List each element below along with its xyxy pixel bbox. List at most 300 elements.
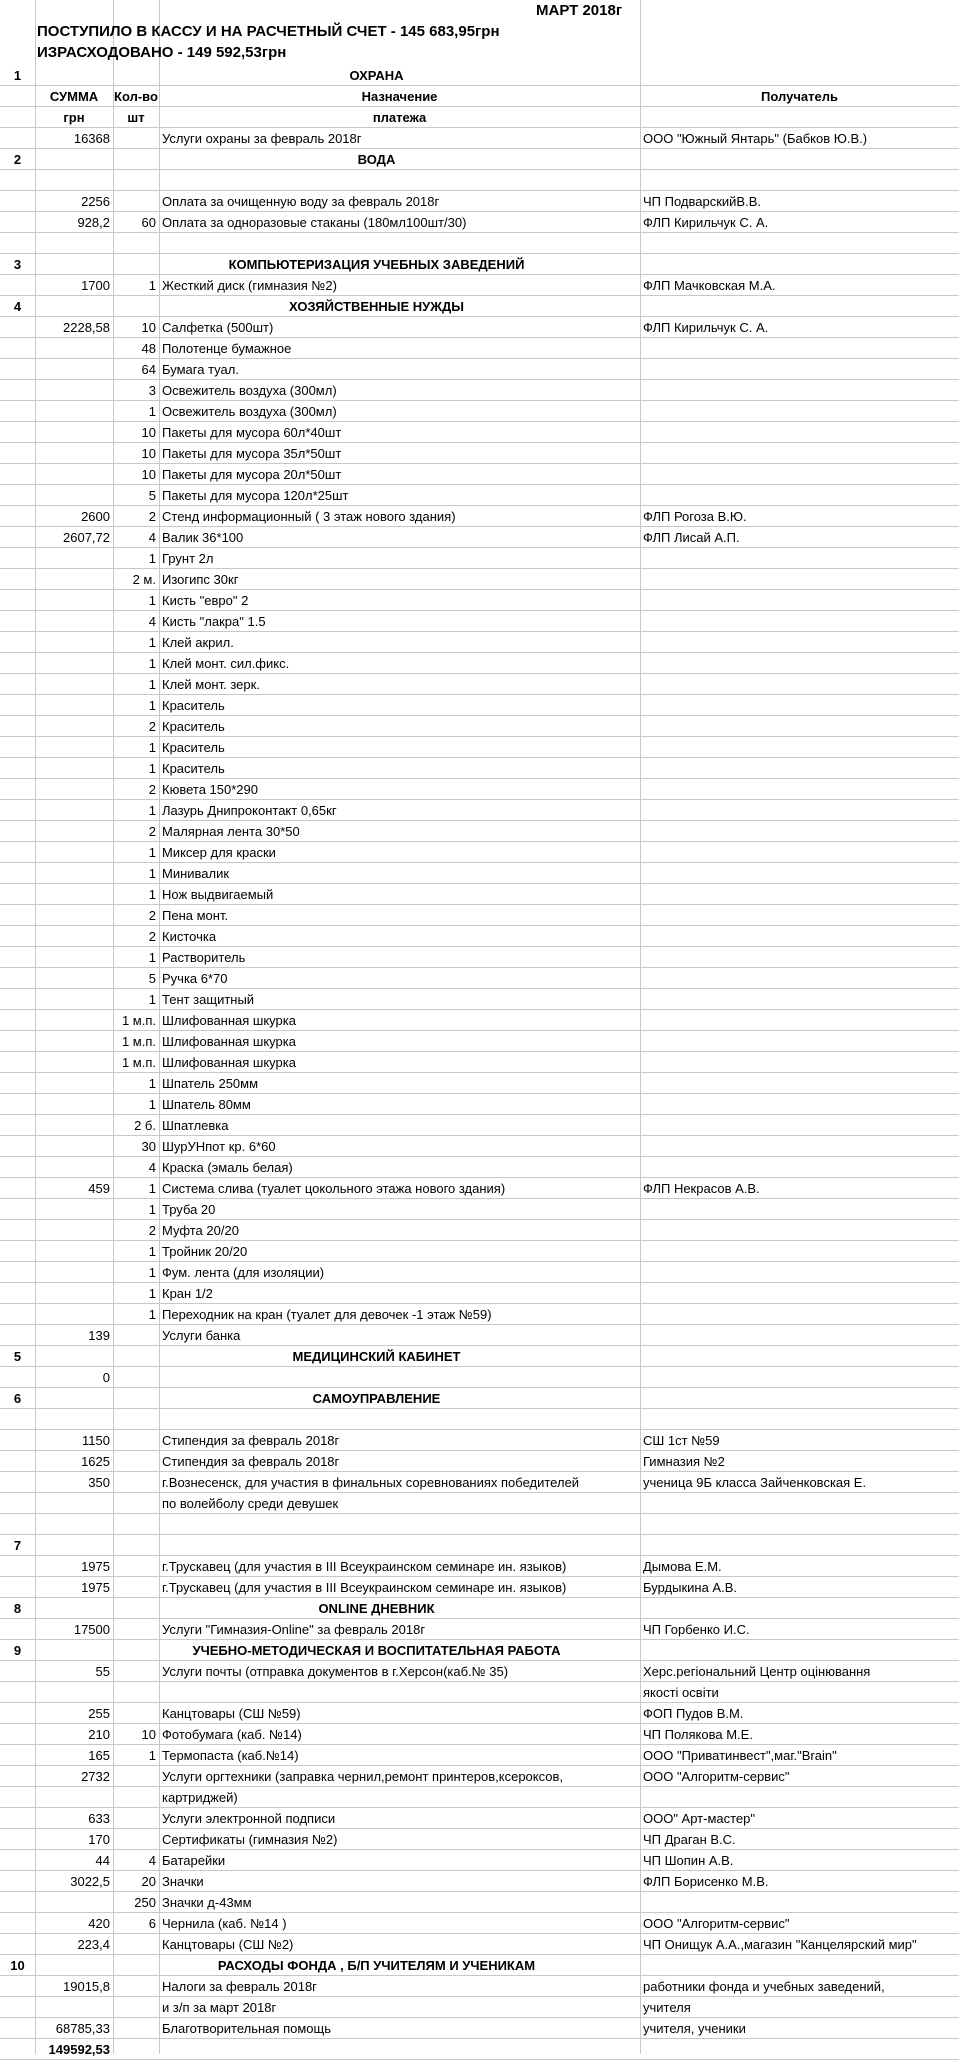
table-row	[0, 485, 959, 506]
table-row	[0, 65, 959, 86]
table-row	[0, 1934, 959, 1955]
sum-cell	[35, 1304, 113, 1325]
sum-cell	[35, 401, 113, 422]
recipient-cell	[640, 1220, 959, 1241]
sum-cell	[35, 884, 113, 905]
qty-cell: 1	[148, 887, 156, 902]
purpose-cell: Пена монт.	[162, 908, 229, 923]
purpose-cell: Краситель	[162, 740, 225, 755]
purpose-cell: Пакеты для мусора 35л*50шт	[162, 446, 342, 461]
table-row	[0, 884, 959, 905]
purpose-cell: Переходник на кран (туалет для девочек -1 этаж №59)	[162, 1307, 492, 1322]
table-row	[0, 1913, 959, 1934]
purpose-cell: Благотворительная помощь	[162, 2021, 331, 2036]
qty-cell: 64	[141, 362, 156, 377]
purpose-cell: Салфетка (500шт)	[162, 320, 274, 335]
recipient-cell: ЧП Драган В.С.	[643, 1832, 736, 1847]
purpose-cell: Шлифованная шкурка	[162, 1034, 296, 1049]
recipient-cell	[640, 821, 959, 842]
recipient-cell	[640, 674, 959, 695]
table-row	[0, 212, 959, 233]
section-title: ОХРАНА	[349, 68, 404, 83]
purpose-cell: Фотобумага (каб. №14)	[162, 1727, 302, 1742]
section-title: САМОУПРАВЛЕНИЕ	[312, 1391, 441, 1406]
header-qty-unit: шт	[127, 110, 145, 125]
sum-cell	[35, 380, 113, 401]
sum-cell	[35, 1052, 113, 1073]
recipient-cell	[640, 443, 959, 464]
purpose-cell: Миксер для краски	[162, 845, 276, 860]
table-row	[0, 842, 959, 863]
table-row	[0, 611, 959, 632]
section-number: 8	[13, 1601, 22, 1616]
qty-cell	[113, 1556, 159, 1577]
sum-cell: 0	[102, 1370, 110, 1385]
recipient-cell	[640, 926, 959, 947]
recipient-cell	[640, 401, 959, 422]
qty-cell: 2 м.	[132, 572, 156, 587]
qty-cell: 1	[148, 1307, 156, 1322]
purpose-cell: Термопаста (каб.№14)	[162, 1748, 299, 1763]
recipient-cell	[640, 800, 959, 821]
recipient-cell	[640, 1304, 959, 1325]
qty-cell: 1	[148, 1076, 156, 1091]
table-row	[0, 737, 959, 758]
table-row	[0, 254, 959, 275]
table-row	[0, 1346, 959, 1367]
recipient-cell	[640, 1787, 959, 1808]
recipient-cell	[640, 695, 959, 716]
recipient-cell	[640, 1367, 959, 1388]
section-number: 5	[13, 1349, 22, 1364]
recipient-cell: ФЛП Кирильчук С. А.	[643, 320, 769, 335]
recipient-cell	[640, 716, 959, 737]
sum-cell	[35, 653, 113, 674]
recipient-cell: ЧП Шопин А.В.	[643, 1853, 734, 1868]
table-row	[0, 1661, 959, 1682]
table-row	[0, 1220, 959, 1241]
recipient-cell	[640, 1199, 959, 1220]
recipient-cell	[640, 380, 959, 401]
recipient-cell	[640, 1115, 959, 1136]
sum-cell	[35, 821, 113, 842]
recipient-cell	[640, 611, 959, 632]
sum-cell	[35, 800, 113, 821]
qty-cell: 2	[148, 908, 156, 923]
purpose-cell	[159, 1367, 640, 1388]
recipient-cell: ФЛП Борисенко М.В.	[643, 1874, 769, 1889]
table-row	[0, 1094, 959, 1115]
purpose-cell: Пакеты для мусора 20л*50шт	[162, 467, 342, 482]
table-row	[0, 107, 959, 128]
sum-cell	[35, 905, 113, 926]
table-row	[0, 422, 959, 443]
qty-cell: 1	[148, 992, 156, 1007]
purpose-cell	[159, 1682, 640, 1703]
table-row	[0, 1745, 959, 1766]
purpose-cell: Нож выдвигаемый	[162, 887, 274, 902]
table-row	[0, 1493, 959, 1514]
table-row	[0, 86, 959, 107]
purpose-cell: Краситель	[162, 761, 225, 776]
purpose-cell: Полотенце бумажное	[162, 341, 292, 356]
table-row	[0, 1031, 959, 1052]
qty-cell: 4	[148, 530, 156, 545]
sum-cell: 2600	[81, 509, 110, 524]
purpose-cell: Кран 1/2	[162, 1286, 213, 1301]
qty-cell	[113, 1619, 159, 1640]
expense-line: ИЗРАСХОДОВАНО - 149 592,53грн	[37, 44, 287, 61]
section-title: КОМПЬЮТЕРИЗАЦИЯ УЧЕБНЫХ ЗАВЕДЕНИЙ	[228, 257, 525, 272]
expense-table	[0, 65, 959, 2060]
purpose-cell: Стипендия за февраль 2018г	[162, 1454, 340, 1469]
sum-cell	[35, 1115, 113, 1136]
sum-cell	[35, 989, 113, 1010]
sum-cell: 68785,33	[55, 2021, 110, 2036]
table-row	[0, 1619, 959, 1640]
table-row	[0, 716, 959, 737]
table-row	[0, 1241, 959, 1262]
purpose-cell: Клей монт. зерк.	[162, 677, 260, 692]
recipient-cell	[640, 779, 959, 800]
qty-cell	[113, 2018, 159, 2039]
recipient-cell	[640, 422, 959, 443]
purpose-cell: Услуги "Гимназия-Online" за февраль 2018г	[162, 1622, 426, 1637]
sum-cell	[35, 1094, 113, 1115]
purpose-cell: Ручка 6*70	[162, 971, 228, 986]
sum-cell	[35, 758, 113, 779]
qty-cell: 5	[148, 488, 156, 503]
recipient-cell	[640, 884, 959, 905]
purpose-cell: Кисть "евро" 2	[162, 593, 249, 608]
recipient-cell: учителя	[643, 2000, 691, 2015]
recipient-cell: Гимназия №2	[643, 1454, 725, 1469]
qty-cell: 1	[148, 1286, 156, 1301]
recipient-cell: ООО" Арт-мастер"	[643, 1811, 756, 1826]
table-row	[0, 1829, 959, 1850]
sum-cell	[35, 422, 113, 443]
qty-cell: 2	[148, 824, 156, 839]
table-row	[0, 1955, 959, 1976]
qty-cell: 10	[141, 446, 156, 461]
recipient-cell	[640, 548, 959, 569]
table-row	[0, 1262, 959, 1283]
purpose-cell: Услуги банка	[162, 1328, 241, 1343]
purpose-cell: Грунт 2л	[162, 551, 214, 566]
qty-cell	[113, 191, 159, 212]
table-row	[0, 338, 959, 359]
section-number: 9	[13, 1643, 22, 1658]
section-title: ХОЗЯЙСТВЕННЫЕ НУЖДЫ	[288, 299, 465, 314]
recipient-cell	[640, 1094, 959, 1115]
sum-cell	[35, 569, 113, 590]
recipient-cell	[640, 947, 959, 968]
qty-cell	[113, 1976, 159, 1997]
qty-cell	[113, 1325, 159, 1346]
table-row	[0, 1052, 959, 1073]
sum-cell	[35, 779, 113, 800]
qty-cell: 10	[141, 425, 156, 440]
sum-cell	[35, 863, 113, 884]
table-row	[0, 1556, 959, 1577]
table-row	[0, 1808, 959, 1829]
sum-cell: 2732	[81, 1769, 110, 1784]
recipient-cell: ЧП Полякова М.Е.	[643, 1727, 753, 1742]
table-row	[0, 1388, 959, 1409]
sum-cell	[35, 1997, 113, 2018]
section-title: ONLINE ДНЕВНИК	[318, 1601, 435, 1616]
recipient-cell	[640, 863, 959, 884]
sum-cell: 1975	[81, 1580, 110, 1595]
purpose-cell: Тройник 20/20	[162, 1244, 248, 1259]
recipient-cell	[640, 632, 959, 653]
sum-cell: 3022,5	[70, 1874, 110, 1889]
recipient-cell: ЧП Горбенко И.С.	[643, 1622, 750, 1637]
purpose-cell: г.Трускавец (для участия в III Всеукраинском семинаре ин. языков)	[162, 1559, 567, 1574]
sum-cell	[35, 485, 113, 506]
section-number: 1	[13, 68, 22, 83]
qty-cell: 1	[148, 1181, 156, 1196]
income-line: ПОСТУПИЛО В КАССУ И НА РАСЧЕТНЫЙ СЧЕТ - 145 683,95грн	[37, 23, 500, 40]
sum-cell	[35, 1283, 113, 1304]
qty-cell: 3	[148, 383, 156, 398]
recipient-cell	[640, 1262, 959, 1283]
table-row	[0, 758, 959, 779]
qty-cell: 2	[148, 509, 156, 524]
sum-cell	[35, 1787, 113, 1808]
purpose-cell: Налоги за февраль 2018г	[162, 1979, 317, 1994]
table-row	[0, 443, 959, 464]
table-row	[0, 1682, 959, 1703]
sum-cell: 420	[88, 1916, 110, 1931]
recipient-cell	[640, 1325, 959, 1346]
sum-cell: 2228,58	[63, 320, 110, 335]
table-row	[0, 296, 959, 317]
purpose-cell: Стипендия за февраль 2018г	[162, 1433, 340, 1448]
sum-cell: 165	[88, 1748, 110, 1763]
sum-cell	[35, 1031, 113, 1052]
purpose-cell: ШурУНпот кр. 6*60	[162, 1139, 276, 1154]
purpose-cell: Кисточка	[162, 929, 217, 944]
table-row	[0, 569, 959, 590]
sum-cell: 170	[88, 1832, 110, 1847]
table-row	[0, 1451, 959, 1472]
table-row	[0, 128, 959, 149]
purpose-cell: Шпатлевка	[162, 1118, 229, 1133]
table-row	[0, 527, 959, 548]
qty-cell: 1 м.п.	[121, 1013, 156, 1028]
recipient-cell	[640, 359, 959, 380]
recipient-cell	[640, 1157, 959, 1178]
table-row	[0, 674, 959, 695]
table-row	[0, 1892, 959, 1913]
section-title: РАСХОДЫ ФОНДА , Б/П УЧИТЕЛЯМ И УЧЕНИКАМ	[217, 1958, 536, 1973]
purpose-cell: Шпатель 250мм	[162, 1076, 259, 1091]
purpose-cell: Тент защитный	[162, 992, 255, 1007]
recipient-cell: ЧП Онищук А.А.,магазин "Канцелярский мир"	[643, 1937, 917, 1952]
sum-cell: 17500	[73, 1622, 110, 1637]
purpose-cell: Услуги электронной подписи	[162, 1811, 336, 1826]
purpose-cell: Батарейки	[162, 1853, 226, 1868]
sum-cell	[35, 737, 113, 758]
qty-cell	[113, 1451, 159, 1472]
sum-cell: 2607,72	[63, 530, 110, 545]
sum-cell: 1975	[81, 1559, 110, 1574]
purpose-cell: Муфта 20/20	[162, 1223, 239, 1238]
recipient-cell: ООО "Алгоритм-сервис"	[643, 1769, 790, 1784]
table-row	[0, 1430, 959, 1451]
table-row	[0, 233, 959, 254]
table-row	[0, 2039, 959, 2060]
table-row	[0, 464, 959, 485]
sum-cell	[35, 716, 113, 737]
qty-cell: 4	[148, 614, 156, 629]
table-row	[0, 1325, 959, 1346]
header-qty: Кол-во	[114, 89, 158, 104]
purpose-cell: Малярная лента 30*50	[162, 824, 300, 839]
header-recipient: Получатель	[761, 89, 838, 104]
qty-cell	[113, 128, 159, 149]
purpose-cell: Значки	[162, 1874, 204, 1889]
section-title	[113, 1535, 640, 1556]
sum-cell	[35, 1493, 113, 1514]
table-row	[0, 1409, 959, 1430]
purpose-cell: Освежитель воздуха (300мл)	[162, 404, 337, 419]
purpose-cell: г.Трускавец (для участия в III Всеукраинском семинаре ин. языков)	[162, 1580, 567, 1595]
table-row	[0, 590, 959, 611]
qty-cell: 1	[148, 656, 156, 671]
qty-cell: 1	[148, 677, 156, 692]
purpose-cell: Оплата за одноразовые стаканы (180мл100шт/30)	[162, 215, 467, 230]
recipient-cell: СШ 1ст №59	[643, 1433, 720, 1448]
recipient-cell	[640, 1241, 959, 1262]
sum-cell: 223,4	[77, 1937, 110, 1952]
purpose-cell: Лазурь Днипроконтакт 0,65кг	[162, 803, 337, 818]
table-row	[0, 1535, 959, 1556]
sum-cell	[35, 590, 113, 611]
qty-cell: 1	[148, 278, 156, 293]
purpose-cell: и з/п за март 2018г	[162, 2000, 277, 2015]
table-row	[0, 779, 959, 800]
table-row	[0, 632, 959, 653]
table-row	[0, 1577, 959, 1598]
sum-cell: 55	[95, 1664, 110, 1679]
recipient-cell: ФЛП Лисай А.П.	[643, 530, 740, 545]
qty-cell	[113, 1682, 159, 1703]
purpose-cell: Канцтовары (СШ №2)	[162, 1937, 294, 1952]
section-number: 3	[13, 257, 22, 272]
table-row	[0, 1472, 959, 1493]
purpose-cell: Шлифованная шкурка	[162, 1055, 296, 1070]
sum-cell	[35, 443, 113, 464]
table-row	[0, 548, 959, 569]
sum-cell: 1700	[81, 278, 110, 293]
purpose-cell: Клей монт. сил.фикс.	[162, 656, 290, 671]
qty-cell	[113, 1367, 159, 1388]
table-row	[0, 275, 959, 296]
sum-cell: 139	[88, 1328, 110, 1343]
qty-cell: 1	[148, 593, 156, 608]
sum-cell: 1150	[82, 1433, 110, 1448]
recipient-cell: Бурдыкина А.В.	[643, 1580, 737, 1595]
purpose-cell: Жесткий диск (гимназия №2)	[162, 278, 337, 293]
table-row	[0, 968, 959, 989]
purpose-cell: Сертификаты (гимназия №2)	[162, 1832, 338, 1847]
qty-cell	[113, 1430, 159, 1451]
table-row	[0, 401, 959, 422]
recipient-cell: Дымова Е.М.	[643, 1559, 722, 1574]
qty-cell	[113, 1829, 159, 1850]
sum-cell	[35, 674, 113, 695]
sum-cell	[35, 1220, 113, 1241]
table-row	[0, 506, 959, 527]
qty-cell	[113, 1661, 159, 1682]
sum-cell	[35, 464, 113, 485]
section-number: 7	[13, 1538, 22, 1553]
recipient-cell: Херс.регіональний Центр оцінювання	[643, 1664, 871, 1679]
qty-cell: 1	[148, 761, 156, 776]
qty-cell: 1	[148, 803, 156, 818]
purpose-cell: по волейболу среди девушек	[162, 1496, 339, 1511]
table-row	[0, 1304, 959, 1325]
section-title: УЧЕБНО-МЕТОДИЧЕСКАЯ И ВОСПИТАТЕЛЬНАЯ РАБОТА	[192, 1643, 561, 1658]
table-row	[0, 800, 959, 821]
recipient-cell	[640, 1031, 959, 1052]
qty-cell	[113, 1787, 159, 1808]
table-row	[0, 1010, 959, 1031]
qty-cell	[113, 1766, 159, 1787]
recipient-cell: ФОП Пудов В.М.	[643, 1706, 744, 1721]
sum-cell	[35, 1157, 113, 1178]
section-number: 2	[13, 152, 22, 167]
qty-cell: 1	[148, 635, 156, 650]
section-title: МЕДИЦИНСКИЙ КАБИНЕТ	[292, 1349, 461, 1364]
purpose-cell: Труба 20	[162, 1202, 216, 1217]
recipient-cell: ФЛП Мачковская М.А.	[643, 278, 776, 293]
qty-cell	[113, 1934, 159, 1955]
recipient-cell	[640, 1283, 959, 1304]
table-row	[0, 1136, 959, 1157]
recipient-cell	[640, 590, 959, 611]
recipient-cell	[640, 569, 959, 590]
purpose-cell: Изогипс 30кг	[162, 572, 239, 587]
recipient-cell	[640, 758, 959, 779]
table-row	[0, 1850, 959, 1871]
recipient-cell: работники фонда и учебных заведений,	[643, 1979, 885, 1994]
recipient-cell	[640, 1073, 959, 1094]
sum-cell	[35, 1199, 113, 1220]
sum-cell	[35, 968, 113, 989]
recipient-cell	[640, 338, 959, 359]
recipient-cell	[640, 1052, 959, 1073]
table-row	[0, 863, 959, 884]
qty-cell: 1	[148, 1265, 156, 1280]
qty-cell: 6	[148, 1916, 156, 1931]
table-row	[0, 695, 959, 716]
purpose-cell: Краситель	[162, 719, 225, 734]
table-row	[0, 1199, 959, 1220]
table-row	[0, 1703, 959, 1724]
sum-cell	[35, 1010, 113, 1031]
purpose-cell: Освежитель воздуха (300мл)	[162, 383, 337, 398]
purpose-cell: Кисть "лакра" 1.5	[162, 614, 266, 629]
purpose-cell: Краска (эмаль белая)	[162, 1160, 293, 1175]
header-sum-unit: грн	[63, 110, 85, 125]
qty-cell	[113, 1808, 159, 1829]
qty-cell	[113, 1472, 159, 1493]
qty-cell: 1	[148, 1202, 156, 1217]
sum-cell: 928,2	[77, 215, 110, 230]
